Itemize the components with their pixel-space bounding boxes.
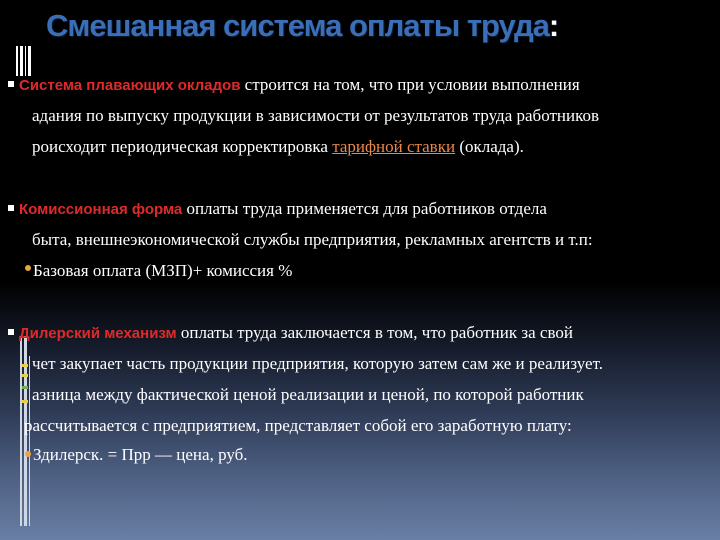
commission-paragraph-line1 (19, 196, 547, 222)
term-commission: Комиссионная форма (19, 201, 183, 218)
round-bullet (25, 265, 31, 271)
square-bullet (8, 205, 14, 211)
dealer-paragraph-line2: чет закупает часть продукции предприятия, которую затем сам же и реализует. (32, 354, 603, 373)
commission-paragraph-line2: быта, внешнеэкономической службы предприятия, рекламных агентств и т.п: (32, 230, 593, 249)
term-dealer: Дилерский механизм (19, 325, 177, 342)
title-colon: : (548, 8, 559, 43)
dealer-paragraph-line3: азница между фактической ценой реализации и ценой, по которой работник (32, 385, 584, 404)
round-bullet (25, 451, 31, 457)
slide-title (46, 8, 558, 44)
floating-salary-paragraph-line1 (19, 72, 580, 98)
square-bullet (8, 329, 14, 335)
dealer-formula: Здилерск. = Прр — цена, руб. (33, 445, 248, 464)
dealer-paragraph-line4: рассчитывается с предприятием, представляет собой его заработную плату: (24, 416, 572, 435)
term-floating-salary: Система плавающих окладов (19, 77, 241, 94)
title-text: Смешанная система оплаты труда (46, 8, 549, 43)
dealer-paragraph-line1 (19, 320, 573, 346)
text: строится на том, что при условии выполнения (240, 75, 580, 94)
square-bullet (8, 81, 14, 87)
floating-salary-paragraph-line3 (32, 134, 524, 159)
text: оплаты труда применяется для работников отдела (182, 199, 547, 218)
text: роисходит периодическая корректировка (32, 137, 333, 156)
floating-salary-paragraph-line2: адания по выпуску продукции в зависимости от результатов труда работников (32, 106, 600, 125)
text: оплаты труда заключается в том, что работник за свой (176, 323, 573, 342)
tariff-rate-link[interactable]: тарифной ставки (332, 137, 456, 156)
commission-formula: Базовая оплата (МЗП)+ комиссия % (33, 261, 293, 280)
text: (оклада). (455, 137, 524, 156)
